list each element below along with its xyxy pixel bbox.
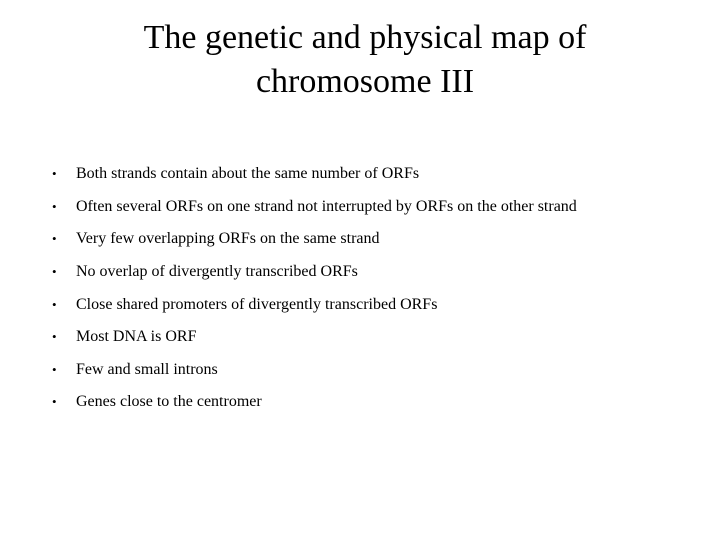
bullet-text: Both strands contain about the same number of ORFs <box>76 165 420 183</box>
bullet-text: Often several ORFs on one strand not interrupted by ORFs on the other strand <box>76 197 577 215</box>
slide-title <box>110 16 620 104</box>
bullet-list <box>52 158 692 419</box>
bullet-point-icon: • <box>52 296 57 312</box>
bullet-item <box>52 256 692 289</box>
bullet-point-icon: • <box>52 166 57 182</box>
bullet-text: Genes close to the centromer <box>76 393 262 411</box>
bullet-point-icon: • <box>52 264 57 280</box>
bullet-item <box>52 223 692 256</box>
slide-title-line-1: The genetic and physical map of <box>143 19 587 56</box>
bullet-item <box>52 386 692 419</box>
bullet-item <box>52 288 692 321</box>
bullet-item <box>52 354 692 387</box>
bullet-text: No overlap of divergently transcribed ORFs <box>76 263 358 281</box>
bullet-point-icon: • <box>52 361 57 377</box>
bullet-item <box>52 191 692 224</box>
bullet-item <box>52 158 692 191</box>
bullet-point-icon: • <box>52 394 57 410</box>
bullet-text: Few and small introns <box>76 360 218 378</box>
bullet-point-icon: • <box>52 198 57 214</box>
bullet-point-icon: • <box>52 231 57 247</box>
bullet-text: Most DNA is ORF <box>76 328 197 346</box>
bullet-text: Close shared promoters of divergently transcribed ORFs <box>76 295 438 313</box>
bullet-text: Very few overlapping ORFs on the same strand <box>76 230 380 248</box>
slide-title-line-2: chromosome III <box>255 63 475 100</box>
bullet-point-icon: • <box>52 329 57 345</box>
bullet-item <box>52 321 692 354</box>
